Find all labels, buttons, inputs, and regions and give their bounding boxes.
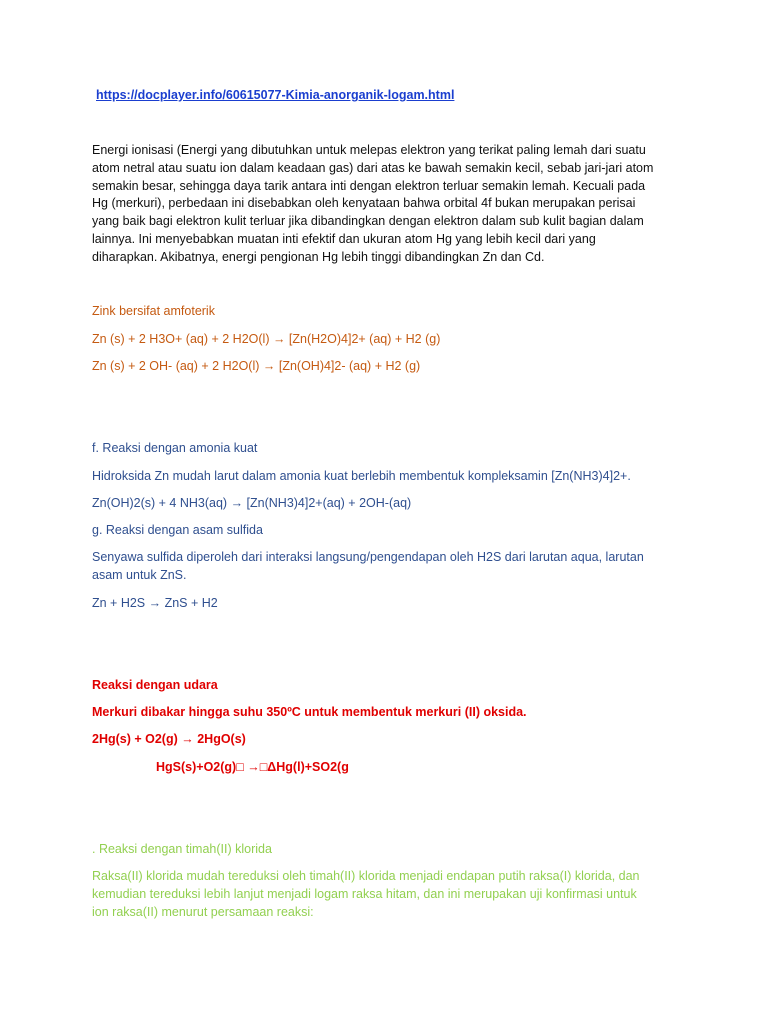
section-g-text-line: asam untuk ZnS. [92,568,187,582]
udara-text: Merkuri dibakar hingga suhu 350ºC untuk membentuk merkuri (II) oksida. [92,705,527,719]
paragraph-line: Hg (merkuri), perbedaan ini disebabkan oleh kenyataan bahwa orbital 4f bukan merupakan perisai [92,196,636,210]
udara-equation-2: HgS(s)+O2(g)□ →□ΔHg(l)+SO2(g [156,760,349,774]
section-f-equation: Zn(OH)2(s) + 4 NH3(aq) → [Zn(NH3)4]2+(aq) + 2OH-(aq) [92,496,412,510]
source-link[interactable]: https://docplayer.info/60615077-Kimia-anorganik-logam.html [96,88,455,102]
paragraph-line: Energi ionisasi (Energi yang dibutuhkan untuk melepas elektron yang terikat paling lemah dari suatu [92,143,646,157]
timah-heading: . Reaksi dengan timah(II) klorida [92,842,272,856]
paragraph-line: atom netral atau suatu ion dalam keadaan gas) dari atas ke bawah semakin kecil, sebab jari-jari atom [92,161,654,175]
paragraph-line: diharapkan. Akibatnya, energi pengionan Hg lebih tinggi dibandingkan Zn dan Cd. [92,250,545,264]
udara-equation-1: 2Hg(s) + O2(g) → 2HgO(s) [92,732,246,746]
paragraph-line: lainnya. Ini menyebabkan muatan inti efektif dan ukuran atom Hg yang lebih kecil dari yang [92,232,596,246]
zinc-equation-1: Zn (s) + 2 H3O+ (aq) + 2 H2O(l) → [Zn(H2O)4]2+ (aq) + H2 (g) [92,332,441,346]
timah-text-line: kemudian tereduksi lebih lanjut menjadi logam raksa hitam, dan ini merupakan uji konfirmasi untuk [92,887,637,901]
paragraph-line: yang baik bagi elektron kulit terluar jika dibandingkan dengan elektron dalam sub kulit bagian dalam [92,214,644,228]
section-g-equation: Zn + H2S → ZnS + H2 [92,596,218,610]
zinc-equation-2: Zn (s) + 2 OH- (aq) + 2 H2O(l) → [Zn(OH)4]2- (aq) + H2 (g) [92,359,421,373]
zinc-heading: Zink bersifat amfoterik [92,304,215,318]
timah-text-line: Raksa(II) klorida mudah tereduksi oleh timah(II) klorida menjadi endapan putih raksa(I) klorida, dan [92,869,640,883]
section-g-heading: g. Reaksi dengan asam sulfida [92,523,263,537]
paragraph-line: semakin besar, sehingga daya tarik antara inti dengan elektron terluar semakin lemah. Kecuali pada [92,179,646,193]
section-f-text: Hidroksida Zn mudah larut dalam amonia kuat berlebih membentuk kompleksamin [Zn(NH3)4]2+. [92,469,631,483]
timah-text-line: ion raksa(II) menurut persamaan reaksi: [92,905,314,919]
section-f-heading: f. Reaksi dengan amonia kuat [92,441,258,455]
udara-heading: Reaksi dengan udara [92,678,218,692]
section-g-text-line: Senyawa sulfida diperoleh dari interaksi langsung/pengendapan oleh H2S dari larutan aqua, larutan [92,550,644,564]
